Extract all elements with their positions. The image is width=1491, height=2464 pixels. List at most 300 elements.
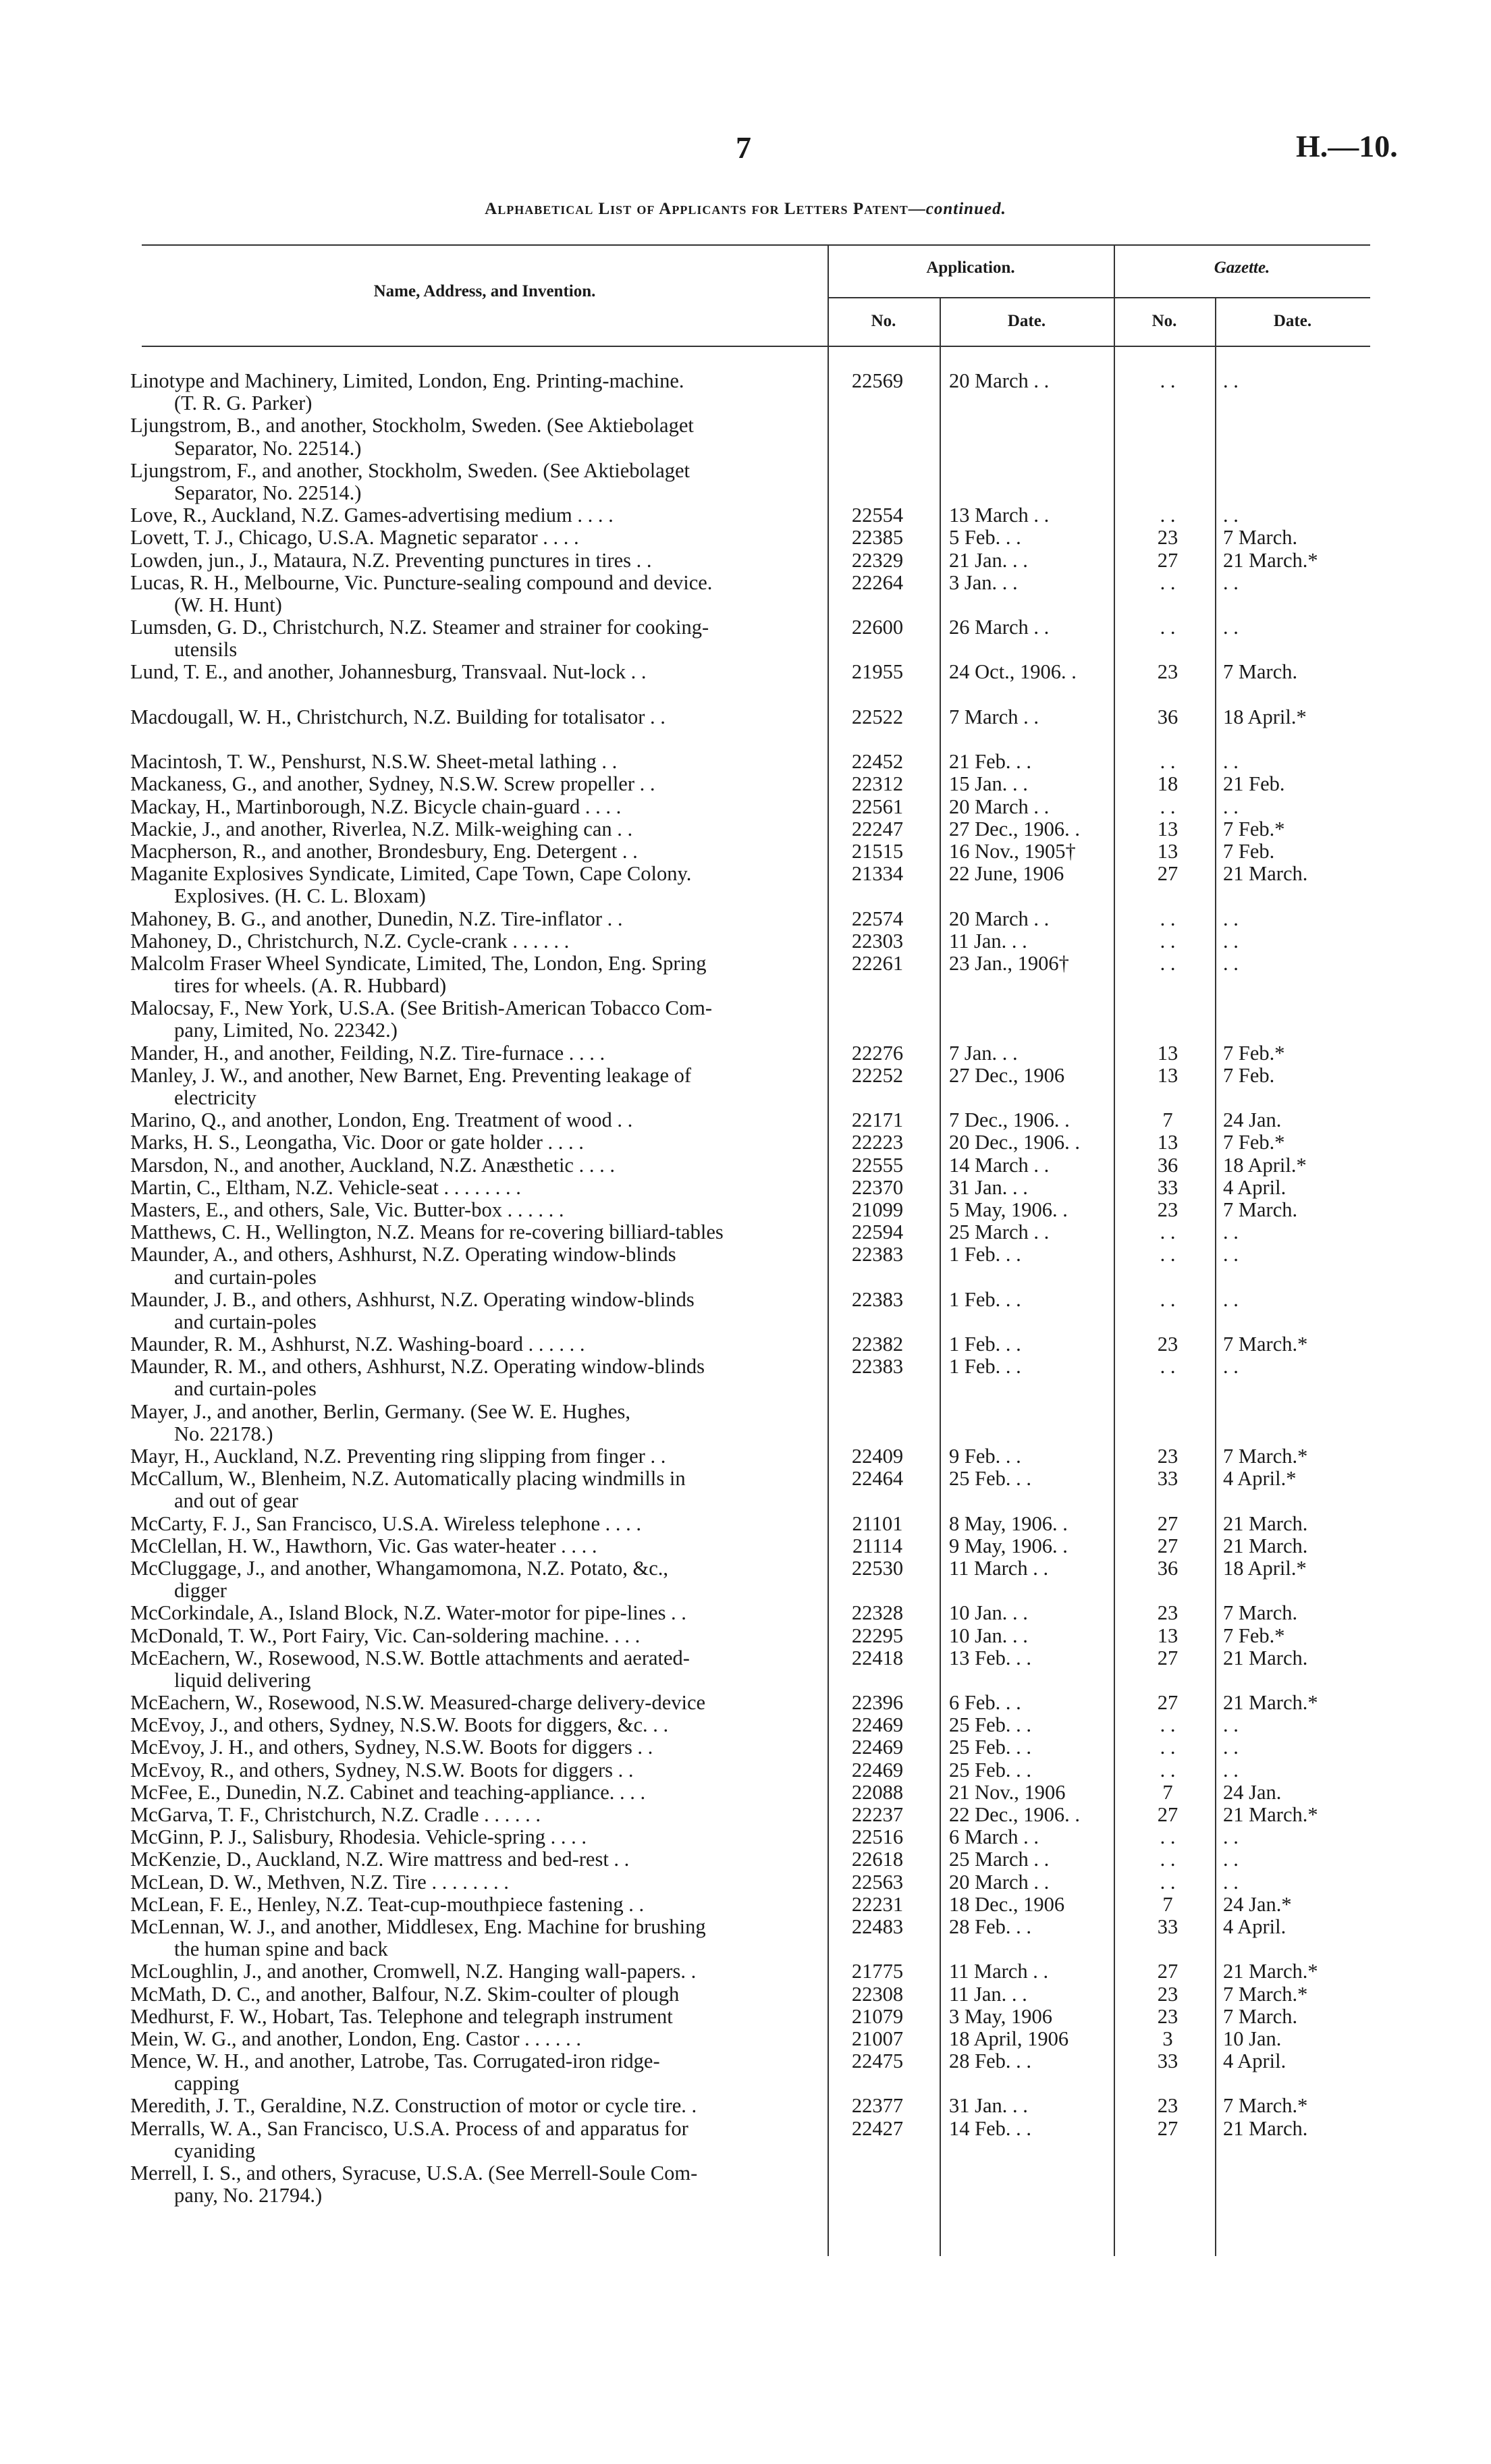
gazette-number: 36: [1157, 1153, 1178, 1177]
application-number: 22308: [851, 1982, 904, 2006]
gazette-date: 7 March.: [1223, 2004, 1298, 2028]
header-name-address-invention: Name, Address, and Invention.: [373, 282, 596, 300]
gazette-date: 7 March.*: [1223, 1445, 1308, 1468]
application-number: 22464: [851, 1467, 904, 1491]
application-date: 22 Dec., 1906. .: [949, 1803, 1080, 1826]
gazette-date: 7 March.: [1223, 526, 1298, 550]
table-row: [0, 1848, 1491, 1871]
applicant-name: pany, Limited, No. 22342.): [174, 1019, 398, 1042]
header-sub-rule: [828, 297, 1370, 298]
gazette-number: 23: [1157, 1333, 1178, 1356]
application-date: 15 Jan. . .: [949, 772, 1028, 796]
applicant-name: McMath, D. C., and another, Balfour, N.Z. Skim-coulter of plough: [130, 1983, 680, 2006]
application-date: 18 Dec., 1906: [949, 1892, 1065, 1916]
gazette-number: . .: [1160, 570, 1176, 594]
gazette-number: 33: [1157, 1467, 1178, 1491]
table-row: [0, 1243, 1491, 1266]
table-row: [0, 527, 1491, 549]
application-number: 22530: [851, 1556, 904, 1580]
gazette-number: . .: [1160, 504, 1176, 527]
application-date: 14 Feb. . .: [949, 2116, 1031, 2140]
application-date: 7 March . .: [949, 705, 1039, 728]
applicant-name: McGinn, P. J., Salisbury, Rhodesia. Vehicle-spring . . . .: [130, 1826, 587, 1849]
gazette-date: 21 March.*: [1223, 548, 1318, 572]
applicant-name: McLean, D. W., Methven, N.Z. Tire . . . . . . . .: [130, 1871, 509, 1894]
table-row: [0, 594, 1491, 616]
applicant-name: Marsdon, N., and another, Auckland, N.Z. Anæsthetic . . . .: [130, 1154, 615, 1177]
table-row: [0, 1669, 1491, 1692]
gazette-number: . .: [1160, 1713, 1176, 1737]
gazette-date: 24 Jan.: [1223, 1780, 1282, 1804]
applicant-name: pany, No. 21794.): [174, 2185, 323, 2207]
application-number: 22261: [851, 951, 904, 975]
gazette-number: . .: [1160, 1848, 1176, 1871]
applicant-name: digger: [174, 1580, 227, 1603]
applicant-name: Linotype and Machinery, Limited, London, Eng. Printing-machine.: [130, 370, 684, 392]
application-number: 22561: [851, 795, 904, 818]
application-number: 22377: [851, 2094, 904, 2118]
header-application-no: No.: [871, 312, 896, 330]
gazette-date: . .: [1223, 369, 1239, 392]
table-row: [0, 1065, 1491, 1087]
table-row: [0, 616, 1491, 639]
gazette-number: 13: [1157, 1131, 1178, 1154]
gazette-number: 7: [1162, 1892, 1173, 1916]
applicant-name: No. 22178.): [174, 1422, 273, 1445]
application-date: 20 Dec., 1906. .: [949, 1131, 1080, 1154]
gazette-number: 23: [1157, 1198, 1178, 1221]
application-date: 22 June, 1906: [949, 862, 1064, 886]
gazette-date: 4 April.: [1223, 2050, 1286, 2073]
application-date: 25 March . .: [949, 1848, 1050, 1871]
table-row: [0, 1782, 1491, 1804]
application-date: 20 March . .: [949, 795, 1050, 818]
applicant-name: McClellan, H. W., Hawthorn, Vic. Gas water-heater . . . .: [130, 1534, 597, 1557]
table-row: [0, 908, 1491, 930]
applicant-name: Explosives. (H. C. L. Bloxam): [174, 885, 426, 908]
title-continued: continued.: [925, 200, 1006, 218]
applicant-name: McLoughlin, J., and another, Cromwell, N.Z. Hanging wall-papers. .: [130, 1960, 697, 1983]
gazette-number: 27: [1157, 2116, 1178, 2140]
table-row: [0, 1199, 1491, 1221]
gazette-date: 7 Feb.*: [1223, 1624, 1285, 1647]
table-row: [0, 1154, 1491, 1177]
applicant-name: Mackaness, G., and another, Sydney, N.S.W. Screw propeller . .: [130, 773, 655, 796]
applicant-name: Martin, C., Eltham, N.Z. Vehicle-seat . . . . . . . .: [130, 1176, 521, 1199]
gazette-number: 36: [1157, 1556, 1178, 1580]
gazette-number: . .: [1160, 1287, 1176, 1311]
gazette-number: 27: [1157, 1691, 1178, 1715]
header-gazette-no: No.: [1151, 312, 1177, 330]
gazette-number: 13: [1157, 1063, 1178, 1087]
application-date: 1 Feb. . .: [949, 1287, 1021, 1311]
application-number: 22252: [851, 1063, 904, 1087]
table-row: [0, 1401, 1491, 1423]
application-date: 28 Feb. . .: [949, 2050, 1031, 2073]
application-number: 22452: [851, 750, 904, 774]
gazette-date: 24 Jan.: [1223, 1108, 1282, 1132]
gazette-date: . .: [1223, 929, 1239, 953]
applicant-name: Mahoney, B. G., and another, Dunedin, N.Z. Tire-inflator . .: [130, 907, 623, 930]
gazette-date: . .: [1223, 1287, 1239, 1311]
gazette-number: 7: [1162, 1780, 1173, 1804]
table-row: [0, 1916, 1491, 1938]
application-number: 22223: [851, 1131, 904, 1154]
application-date: 20 March . .: [949, 907, 1050, 930]
gazette-number: 23: [1157, 1445, 1178, 1468]
gazette-date: . .: [1223, 1713, 1239, 1737]
table-row: [0, 885, 1491, 907]
application-date: 9 Feb. . .: [949, 1445, 1021, 1468]
table-row: [0, 482, 1491, 504]
applicant-name: Merralls, W. A., San Francisco, U.S.A. Process of and apparatus for: [130, 2117, 688, 2140]
gazette-number: 23: [1157, 2094, 1178, 2118]
application-number: 22600: [851, 616, 904, 639]
application-number: 22383: [851, 1287, 904, 1311]
header-application-date: Date.: [1007, 312, 1046, 330]
table-row: [0, 930, 1491, 953]
applicant-name: liquid delivering: [174, 1669, 311, 1692]
gazette-number: 23: [1157, 1601, 1178, 1625]
table-row: [0, 1894, 1491, 1916]
application-number: 21079: [851, 2004, 904, 2028]
table-top-rule: [142, 244, 1370, 246]
application-date: 1 Feb. . .: [949, 1355, 1021, 1378]
table-row: [0, 460, 1491, 482]
gazette-number: 13: [1157, 1041, 1178, 1065]
table-row: [0, 1804, 1491, 1826]
table-row: [0, 504, 1491, 527]
gazette-date: 7 March.: [1223, 1198, 1298, 1221]
table-row: [0, 2095, 1491, 2117]
application-number: 22231: [851, 1892, 904, 1916]
application-date: 18 April, 1906: [949, 2027, 1069, 2050]
application-date: 6 Feb. . .: [949, 1691, 1021, 1715]
applicant-name: McKenzie, D., Auckland, N.Z. Wire mattress and bed-rest . .: [130, 1848, 630, 1871]
gazette-date: . .: [1223, 951, 1239, 975]
application-number: 21955: [851, 660, 904, 684]
application-number: 22370: [851, 1175, 904, 1199]
application-date: 20 March . .: [949, 1870, 1050, 1894]
applicant-name: Lowden, jun., J., Mataura, N.Z. Preventing punctures in tires . .: [130, 549, 652, 572]
table-row: [0, 1423, 1491, 1445]
application-date: 7 Dec., 1906. .: [949, 1108, 1070, 1132]
applicant-name: Macpherson, R., and another, Brondesbury, Eng. Detergent . .: [130, 840, 638, 863]
application-date: 8 May, 1906. .: [949, 1511, 1068, 1535]
table-row: [0, 370, 1491, 392]
table-row: [0, 1019, 1491, 1042]
gazette-date: 21 March.: [1223, 862, 1308, 886]
applicant-name: Maunder, A., and others, Ashhurst, N.Z. Operating window-blinds: [130, 1243, 676, 1266]
gazette-number: 27: [1157, 862, 1178, 886]
applicant-name: McEachern, W., Rosewood, N.S.W. Bottle attachments and aerated-: [130, 1646, 690, 1669]
gazette-number: 7: [1162, 1108, 1173, 1132]
table-row: [0, 1647, 1491, 1669]
gazette-number: 23: [1157, 660, 1178, 684]
header-gazette-date: Date.: [1273, 312, 1312, 330]
table-row: [0, 1960, 1491, 1983]
gazette-number: . .: [1160, 929, 1176, 953]
application-number: 21775: [851, 1960, 904, 1983]
header-gazette: Gazette.: [1214, 259, 1270, 277]
gazette-date: 24 Jan.*: [1223, 1892, 1292, 1916]
applicant-name: Matthews, C. H., Wellington, N.Z. Means for re-covering billiard-tables: [130, 1221, 724, 1244]
applicant-name: Masters, E., and others, Sale, Vic. Butter-box . . . . . .: [130, 1198, 564, 1221]
applicant-name: Maunder, R. M., and others, Ashhurst, N.Z. Operating window-blinds: [130, 1356, 705, 1378]
gazette-date: 21 March.*: [1223, 1803, 1318, 1826]
application-date: 21 Jan. . .: [949, 548, 1028, 572]
applicant-name: Separator, No. 22514.): [174, 481, 362, 504]
gazette-date: 10 Jan.: [1223, 2027, 1282, 2050]
applicant-name: Lumsden, G. D., Christchurch, N.Z. Steamer and strainer for cooking-: [130, 616, 709, 639]
gazette-date: . .: [1223, 795, 1239, 818]
applicant-name: McLennan, W. J., and another, Middlesex, Eng. Machine for brushing: [130, 1915, 706, 1938]
table-row: [0, 706, 1491, 728]
table-row: [0, 2118, 1491, 2140]
application-number: 22469: [851, 1713, 904, 1737]
table-row: [0, 2140, 1491, 2162]
applicant-name: Malocsay, F., New York, U.S.A. (See British-American Tobacco Com-: [130, 997, 713, 1020]
application-number: 22427: [851, 2116, 904, 2140]
application-date: 27 Dec., 1906. .: [949, 817, 1080, 840]
table-row: [0, 796, 1491, 818]
applicant-name: and curtain-poles: [174, 1378, 317, 1401]
gazette-date: . .: [1223, 1221, 1239, 1244]
applicant-name: Lovett, T. J., Chicago, U.S.A. Magnetic separator . . . .: [130, 527, 579, 550]
application-date: 3 May, 1906: [949, 2004, 1053, 2028]
applicant-name: Love, R., Auckland, N.Z. Games-advertising medium . . . .: [130, 504, 614, 527]
gazette-date: 4 April.*: [1223, 1467, 1297, 1491]
applicant-name: McFee, E., Dunedin, N.Z. Cabinet and teaching-appliance. . . .: [130, 1781, 646, 1804]
table-row: [0, 639, 1491, 661]
gazette-number: 23: [1157, 1982, 1178, 2006]
application-number: 22594: [851, 1221, 904, 1244]
applicant-name: Separator, No. 22514.): [174, 437, 362, 460]
table-row: [0, 1445, 1491, 1468]
table-row: [0, 572, 1491, 594]
gazette-date: 7 March.*: [1223, 1982, 1308, 2006]
application-date: 1 Feb. . .: [949, 1243, 1021, 1266]
gazette-date: . .: [1223, 1736, 1239, 1759]
table-row: [0, 1311, 1491, 1333]
applicant-name: Merrell, I. S., and others, Syracuse, U.S.A. (See Merrell-Soule Com-: [130, 2162, 698, 2185]
gazette-number: 27: [1157, 1646, 1178, 1669]
applicant-name: McDonald, T. W., Port Fairy, Vic. Can-soldering machine. . . .: [130, 1624, 641, 1647]
application-number: 22385: [851, 526, 904, 550]
gazette-number: 13: [1157, 839, 1178, 863]
applicant-name: McCorkindale, A., Island Block, N.Z. Water-motor for pipe-lines . .: [130, 1602, 686, 1625]
applicant-name: (W. H. Hunt): [174, 593, 282, 616]
table-row: [0, 2006, 1491, 2028]
applicant-name: McEvoy, R., and others, Sydney, N.S.W. Boots for diggers . .: [130, 1759, 634, 1782]
applicant-name: Marks, H. S., Leongatha, Vic. Door or gate holder . . . .: [130, 1131, 584, 1154]
application-date: 25 Feb. . .: [949, 1736, 1031, 1759]
gazette-number: 33: [1157, 1914, 1178, 1938]
application-date: 24 Oct., 1906. .: [949, 660, 1077, 684]
gazette-number: . .: [1160, 951, 1176, 975]
table-row: [0, 2072, 1491, 2095]
gazette-date: 18 April.*: [1223, 705, 1307, 728]
application-number: 21334: [851, 862, 904, 886]
application-number: 22382: [851, 1333, 904, 1356]
gazette-date: 7 Feb.: [1223, 1063, 1275, 1087]
application-date: 11 Jan. . .: [949, 929, 1027, 953]
title-main: Alphabetical List of Applicants for Letters Patent—: [485, 200, 926, 218]
table-row: [0, 997, 1491, 1019]
gazette-number: 33: [1157, 1175, 1178, 1199]
application-date: 20 March . .: [949, 369, 1050, 392]
application-date: 5 May, 1906. .: [949, 1198, 1068, 1221]
gazette-date: . .: [1223, 1848, 1239, 1871]
application-number: 22171: [851, 1108, 904, 1132]
gazette-number: . .: [1160, 1758, 1176, 1782]
table-row: [0, 1535, 1491, 1557]
table-row: [0, 1087, 1491, 1109]
gazette-number: 27: [1157, 1534, 1178, 1557]
table-row: [0, 684, 1491, 706]
application-date: 21 Nov., 1906: [949, 1780, 1066, 1804]
applicant-name: electricity: [174, 1087, 256, 1109]
gazette-date: 21 March.: [1223, 1511, 1308, 1535]
applicant-list: [0, 370, 1491, 2207]
table-row: [0, 437, 1491, 460]
application-date: 28 Feb. . .: [949, 1914, 1031, 1938]
applicant-name: Lucas, R. H., Melbourne, Vic. Puncture-sealing compound and device.: [130, 571, 713, 594]
gazette-date: 7 March.*: [1223, 1333, 1308, 1356]
application-date: 25 March . .: [949, 1221, 1050, 1244]
table-row: [0, 1109, 1491, 1131]
applicant-name: tires for wheels. (A. R. Hubbard): [174, 975, 447, 998]
gazette-number: 13: [1157, 1624, 1178, 1647]
application-number: 22516: [851, 1825, 904, 1849]
applicant-name: McEvoy, J. H., and others, Sydney, N.S.W. Boots for diggers . .: [130, 1736, 653, 1759]
application-number: 22618: [851, 1848, 904, 1871]
table-row: [0, 1177, 1491, 1199]
table-row: [0, 1736, 1491, 1759]
applicant-name: the human spine and back: [174, 1938, 388, 1961]
application-date: 27 Dec., 1906: [949, 1063, 1065, 1087]
gazette-number: . .: [1160, 1736, 1176, 1759]
application-date: 10 Jan. . .: [949, 1601, 1028, 1625]
gazette-number: 33: [1157, 2050, 1178, 2073]
applicant-name: McCarty, F. J., San Francisco, U.S.A. Wireless telephone . . . .: [130, 1512, 642, 1535]
gazette-number: 23: [1157, 526, 1178, 550]
application-date: 25 Feb. . .: [949, 1467, 1031, 1491]
application-number: 22569: [851, 369, 904, 392]
table-row: [0, 1602, 1491, 1624]
gazette-date: . .: [1223, 1870, 1239, 1894]
table-row: [0, 1289, 1491, 1311]
application-number: 22264: [851, 570, 904, 594]
application-date: 25 Feb. . .: [949, 1713, 1031, 1737]
application-date: 21 Feb. . .: [949, 750, 1031, 774]
table-row: [0, 392, 1491, 414]
table-row: [0, 414, 1491, 437]
application-number: 22312: [851, 772, 904, 796]
application-number: 21114: [852, 1534, 902, 1557]
applicant-name: McGarva, T. F., Christchurch, N.Z. Cradle . . . . . .: [130, 1804, 541, 1826]
application-number: 22383: [851, 1355, 904, 1378]
applicant-name: Mander, H., and another, Feilding, N.Z. Tire-furnace . . . .: [130, 1042, 605, 1065]
application-number: 22383: [851, 1243, 904, 1266]
gazette-number: 27: [1157, 548, 1178, 572]
gazette-date: . .: [1223, 1758, 1239, 1782]
applicant-name: McCluggage, J., and another, Whangamomona, N.Z. Potato, &c.,: [130, 1557, 668, 1580]
gazette-number: 23: [1157, 2004, 1178, 2028]
table-row: [0, 1938, 1491, 1960]
application-number: 22555: [851, 1153, 904, 1177]
gazette-date: 7 Feb.*: [1223, 1041, 1285, 1065]
application-number: 22418: [851, 1646, 904, 1669]
table-row: [0, 818, 1491, 840]
gazette-date: 21 March.*: [1223, 1691, 1318, 1715]
application-number: 22396: [851, 1691, 904, 1715]
gazette-date: 21 March.*: [1223, 1960, 1318, 1983]
applicant-name: Marino, Q., and another, London, Eng. Treatment of wood . .: [130, 1109, 633, 1132]
applicant-name: cyaniding: [174, 2139, 256, 2162]
application-date: 31 Jan. . .: [949, 1175, 1028, 1199]
application-number: 22563: [851, 1870, 904, 1894]
application-number: 22247: [851, 817, 904, 840]
gazette-date: . .: [1223, 1825, 1239, 1849]
applicant-name: Mayer, J., and another, Berlin, Germany. (See W. E. Hughes,: [130, 1400, 630, 1423]
application-number: 22469: [851, 1758, 904, 1782]
application-number: 22276: [851, 1041, 904, 1065]
gazette-date: . .: [1223, 1243, 1239, 1266]
applicant-name: McEachern, W., Rosewood, N.S.W. Measured-charge delivery-device: [130, 1692, 706, 1715]
application-number: 22237: [851, 1803, 904, 1826]
applicant-name: McLean, F. E., Henley, N.Z. Teat-cup-mouthpiece fastening . .: [130, 1893, 645, 1916]
applicant-name: Mackie, J., and another, Riverlea, N.Z. Milk-weighing can . .: [130, 818, 633, 840]
table-row: [0, 728, 1491, 751]
applicant-name: Ljungstrom, B., and another, Stockholm, Sweden. (See Aktiebolaget: [130, 414, 694, 437]
application-date: 11 March . .: [949, 1960, 1049, 1983]
gazette-date: 7 Feb.: [1223, 839, 1275, 863]
gazette-number: 27: [1157, 1511, 1178, 1535]
applicant-name: Mackay, H., Martinborough, N.Z. Bicycle chain-guard . . . .: [130, 795, 622, 818]
table-row: [0, 1378, 1491, 1400]
applicant-name: and curtain-poles: [174, 1266, 317, 1289]
gazette-date: . .: [1223, 616, 1239, 639]
gazette-number: 13: [1157, 817, 1178, 840]
table-row: [0, 1468, 1491, 1490]
table-row: [0, 1513, 1491, 1535]
gazette-number: 27: [1157, 1960, 1178, 1983]
applicant-name: Mahoney, D., Christchurch, N.Z. Cycle-crank . . . . . .: [130, 930, 570, 953]
gazette-number: 36: [1157, 705, 1178, 728]
applicant-name: Malcolm Fraser Wheel Syndicate, Limited, The, London, Eng. Spring: [130, 952, 707, 975]
application-number: 22475: [851, 2050, 904, 2073]
applicant-name: Maunder, R. M., Ashhurst, N.Z. Washing-board . . . . . .: [130, 1333, 585, 1356]
gazette-date: 18 April.*: [1223, 1153, 1307, 1177]
applicant-name: Maganite Explosives Syndicate, Limited, Cape Town, Cape Colony.: [130, 863, 692, 886]
gazette-date: 7 March.: [1223, 660, 1298, 684]
gazette-date: 7 Feb.*: [1223, 1131, 1285, 1154]
application-date: 11 March . .: [949, 1556, 1049, 1580]
table-row: [0, 1580, 1491, 1602]
applicant-name: and curtain-poles: [174, 1310, 317, 1333]
application-date: 1 Feb. . .: [949, 1333, 1021, 1356]
table-row: [0, 863, 1491, 885]
gazette-number: . .: [1160, 616, 1176, 639]
page-title: [0, 200, 1491, 219]
application-date: 11 Jan. . .: [949, 1982, 1027, 2006]
table-row: [0, 975, 1491, 997]
gazette-number: . .: [1160, 1221, 1176, 1244]
applicant-name: (T. R. G. Parker): [174, 392, 313, 415]
gazette-number: 18: [1157, 772, 1178, 796]
page-number: 7: [736, 130, 751, 165]
